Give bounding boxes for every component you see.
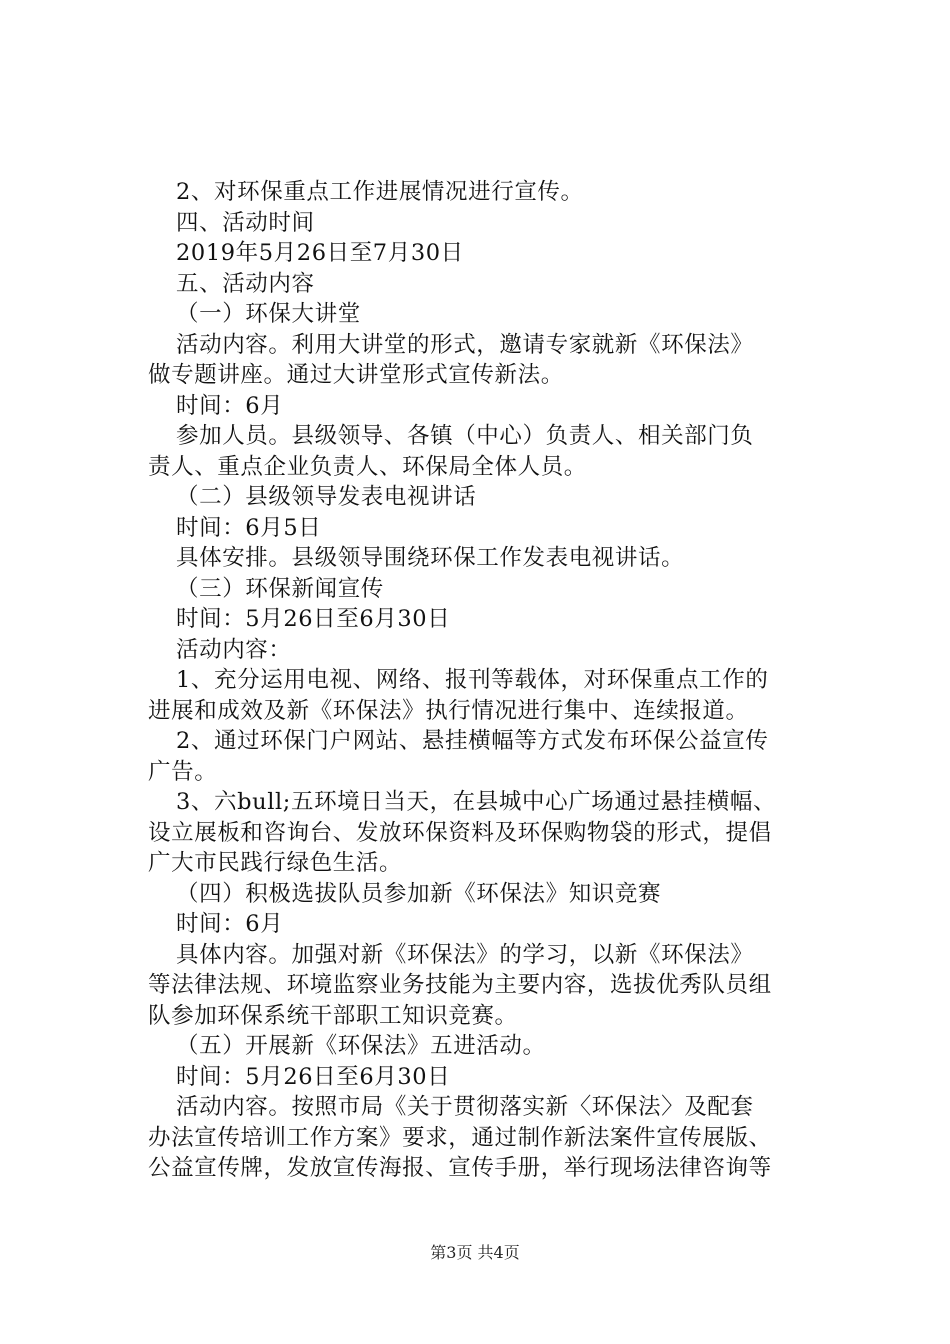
text-line: （五）开展新《环保法》五进活动。 xyxy=(176,1033,546,1059)
text-line: 做专题讲座。通过大讲堂形式宣传新法。 xyxy=(148,362,564,388)
text-line: 时间：5月26日至6月30日 xyxy=(176,1063,451,1090)
text-line: 具体内容。加强对新《环保法》的学习，以新《环保法》 xyxy=(176,941,754,968)
text-line: 1、充分运用电视、网络、报刊等载体，对环保重点工作的 xyxy=(176,667,769,693)
page-footer: 第3页 共4页 xyxy=(430,1243,520,1262)
text-line: （一）环保大讲堂 xyxy=(176,301,361,327)
text-line: 队参加环保系统干部职工知识竞赛。 xyxy=(148,1002,518,1029)
text-line: 2、对环保重点工作进展情况进行宣传。 xyxy=(176,179,584,205)
text-line: 广告。 xyxy=(148,758,218,785)
text-line: 2、通过环保门户网站、悬挂横幅等方式发布环保公益宣传 xyxy=(176,728,769,754)
text-line: 等法律法规、环境监察业务技能为主要内容，选拔优秀队员组 xyxy=(148,972,772,998)
text-line: 具体安排。县级领导围绕环保工作发表电视讲话。 xyxy=(176,545,685,571)
text-line: 四、活动时间 xyxy=(176,209,315,236)
text-line: 参加人员。县级领导、各镇（中心）负责人、相关部门负 xyxy=(176,423,754,449)
text-line: 设立展板和咨询台、发放环保资料及环保购物袋的形式，提倡 xyxy=(148,819,772,846)
text-line: 时间：5月26日至6月30日 xyxy=(176,606,451,632)
text-line: 2019年5月26日至7月30日 xyxy=(176,240,464,266)
document-body xyxy=(148,177,838,1184)
text-line: 活动内容。利用大讲堂的形式，邀请专家就新《环保法》 xyxy=(176,331,754,358)
text-line: 时间：6月 xyxy=(176,392,284,419)
text-line: 公益宣传牌，发放宣传海报、宣传手册，举行现场法律咨询等 xyxy=(148,1155,772,1181)
text-line: 进展和成效及新《环保法》执行情况进行集中、连续报道。 xyxy=(148,697,749,724)
text-line: 时间：6月 xyxy=(176,911,284,937)
text-line: 3、六bull;五环境日当天，在县城中心广场通过悬挂横幅、 xyxy=(176,789,777,815)
text-line: 广大市民践行绿色生活。 xyxy=(148,850,403,876)
text-line: 责人、重点企业负责人、环保局全体人员。 xyxy=(148,453,587,480)
text-line: 办法宣传培训工作方案》要求，通过制作新法案件宣传展版、 xyxy=(148,1124,772,1151)
text-line: 活动内容： xyxy=(176,636,292,663)
text-line: （四）积极选拔队员参加新《环保法》知识竞赛 xyxy=(176,880,662,907)
text-line: 活动内容。按照市局《关于贯彻落实新〈环保法〉及配套 xyxy=(176,1094,754,1120)
text-line: 五、活动内容 xyxy=(176,270,315,297)
text-line: （三）环保新闻宣传 xyxy=(176,575,384,602)
text-line: （二）县级领导发表电视讲话 xyxy=(176,484,477,510)
text-line: 时间：6月5日 xyxy=(176,514,322,541)
